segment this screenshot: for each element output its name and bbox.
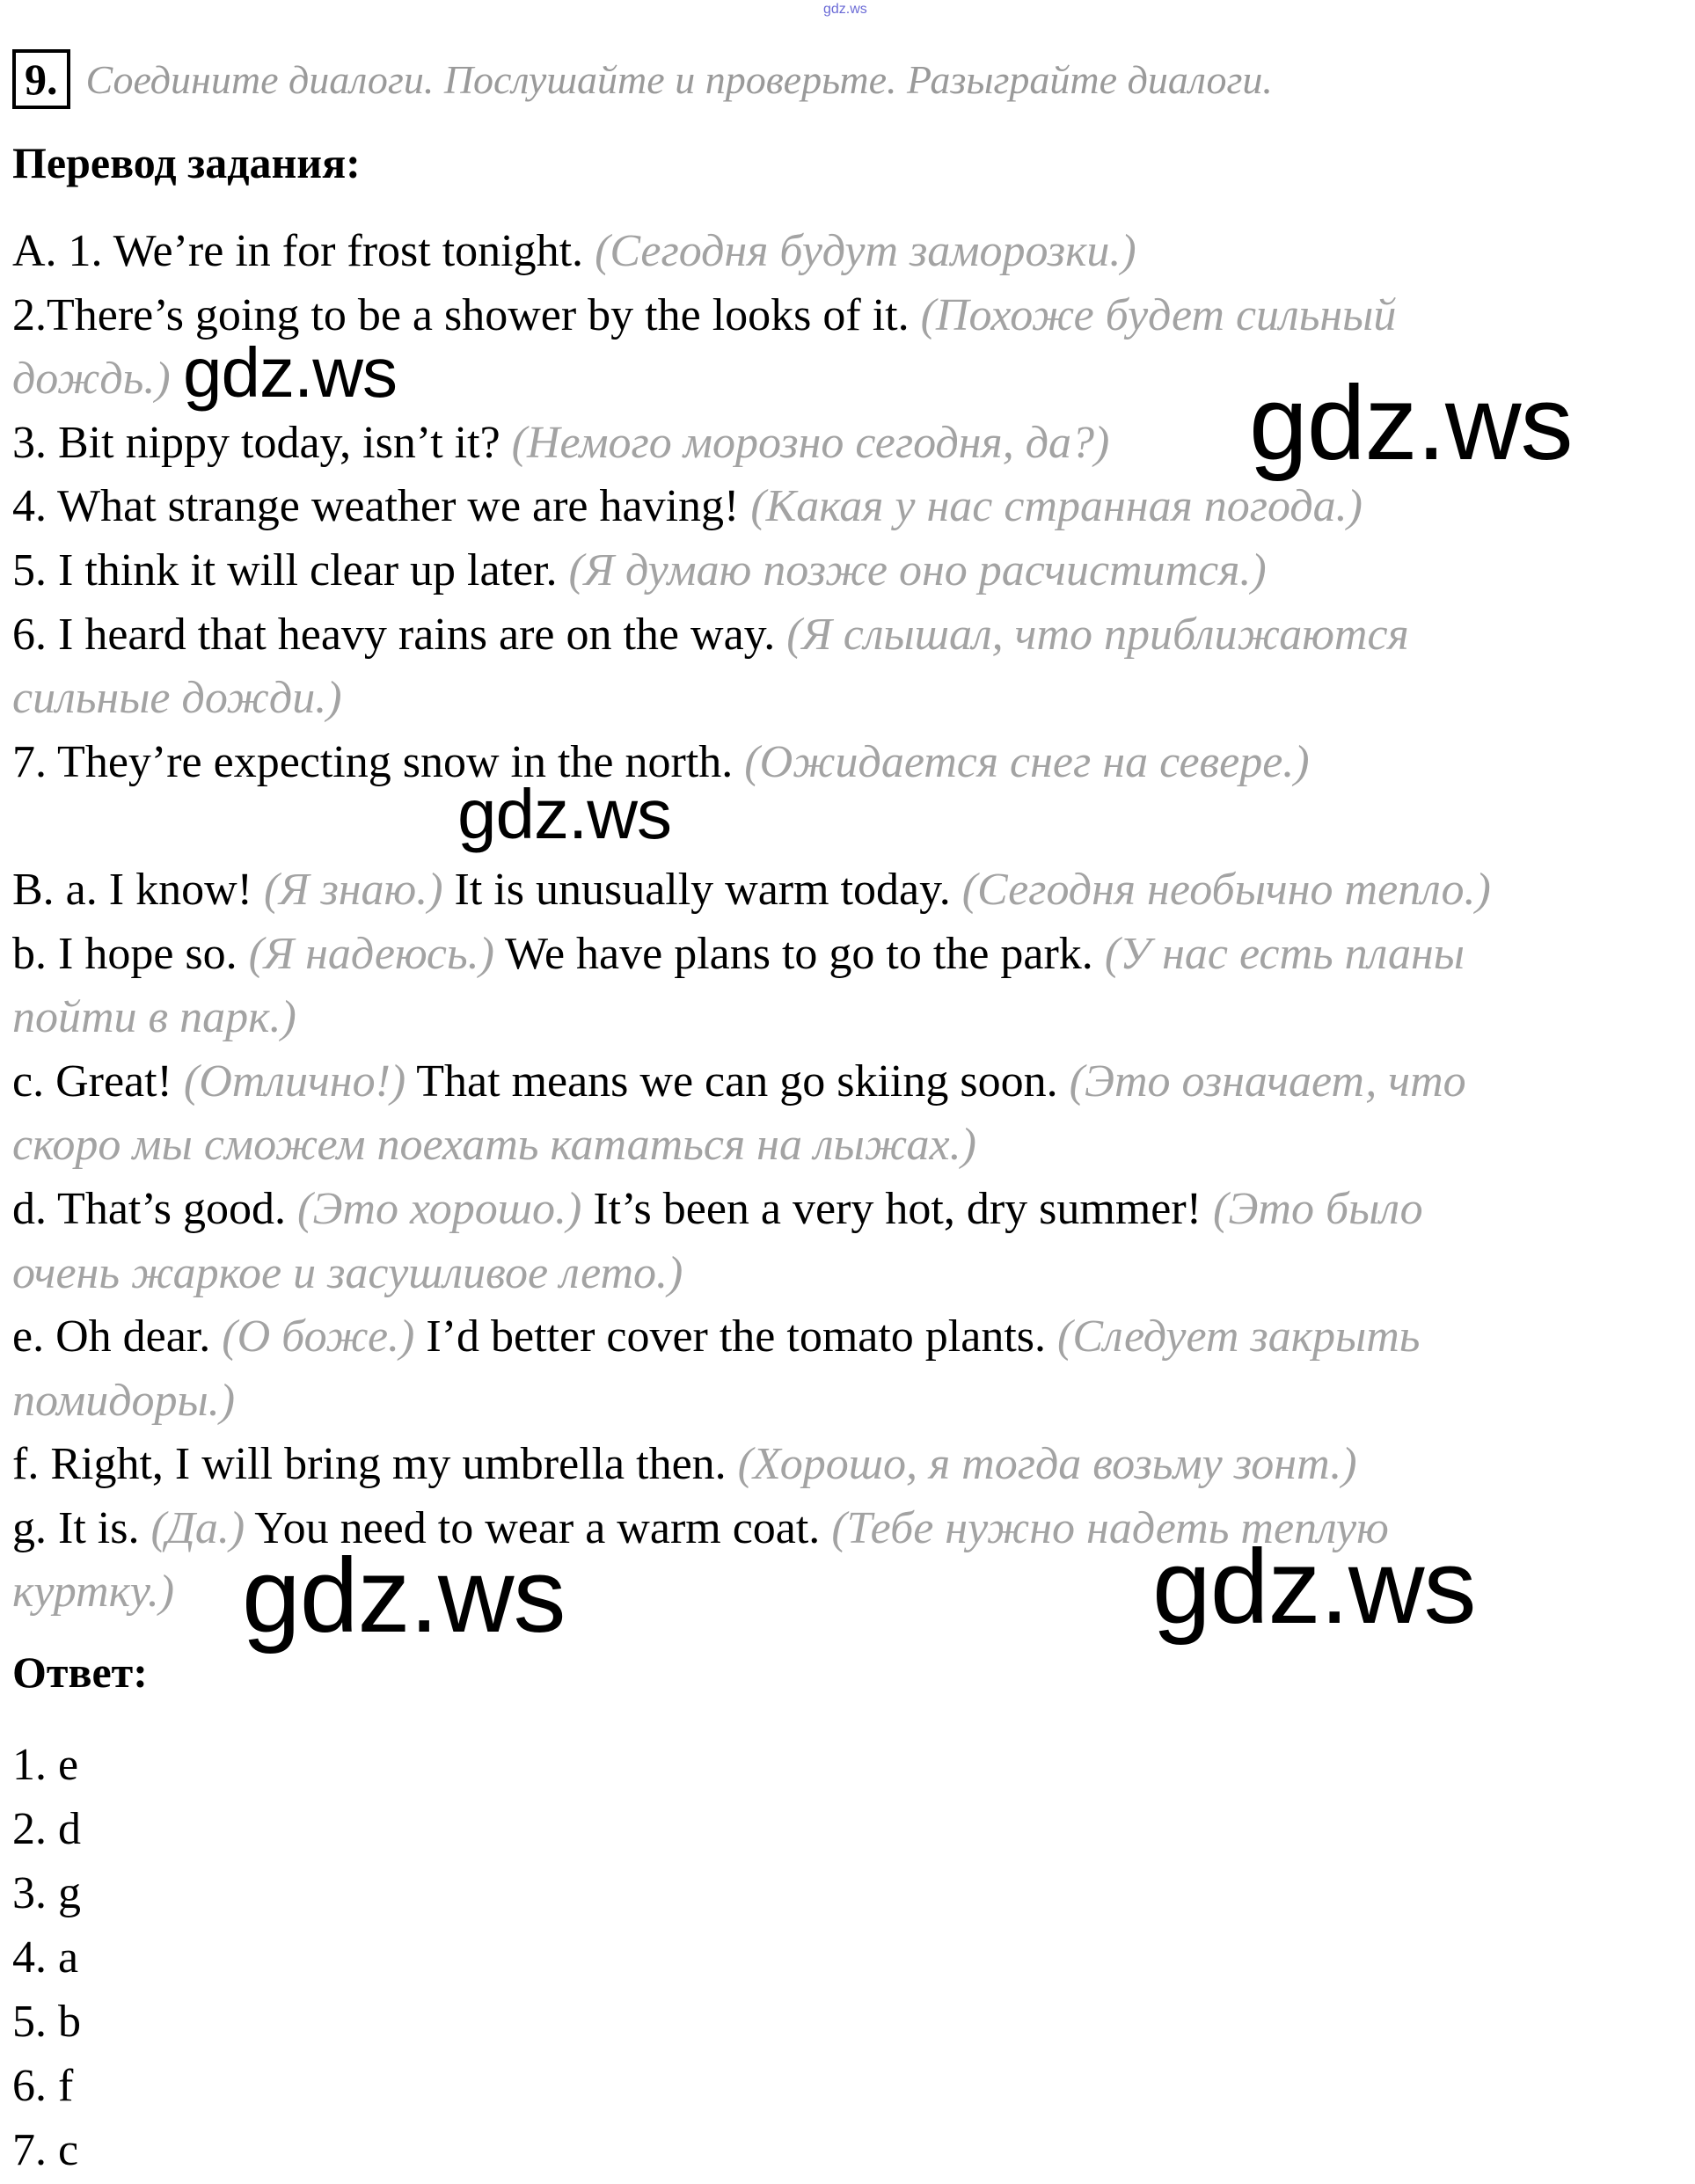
line-translation: (Я думаю позже оно расчистится.) [568, 544, 1267, 595]
line-be-cont [12, 1370, 1684, 1434]
line-translation: пойти в парк.) [12, 992, 296, 1043]
line-a1 [12, 220, 1684, 284]
line-translation: (Я надеюсь.) [248, 928, 494, 979]
line-text: e. Oh dear. [12, 1311, 223, 1362]
line-text: c. Great! [12, 1055, 184, 1107]
line-a6-cont [12, 667, 1684, 731]
line-translation: (Я знаю.) [263, 864, 443, 915]
line-bc [12, 1050, 1684, 1114]
answer-item: 1. e [12, 1740, 79, 1790]
line-bd [12, 1178, 1684, 1242]
line-text: It is unusually warm today. [442, 864, 962, 915]
line-translation: (Отлично!) [183, 1055, 406, 1107]
line-translation: (Ожидается снег на севере.) [744, 736, 1310, 787]
line-translation: (Тебе нужно надеть теплую [831, 1502, 1389, 1553]
line-text: 7. They’re expecting snow in the north. [12, 736, 745, 787]
answer-heading: Ответ: [12, 1647, 148, 1697]
line-translation: (Это было [1213, 1183, 1423, 1234]
answer-item: 2. d [12, 1804, 81, 1854]
line-text: 4. What strange weather we are having! [12, 481, 751, 532]
line-text: g. It is. [12, 1502, 151, 1553]
line-translation: (У нас есть планы [1104, 928, 1465, 979]
line-translation: (Сегодня необычно тепло.) [961, 864, 1491, 915]
line-translation: (О боже.) [222, 1311, 415, 1362]
line-text: 6. I heard that heavy rains are on the way. [12, 609, 787, 660]
line-translation: (Похоже будет сильный [920, 289, 1397, 340]
line-text: It’s been a very hot, dry summer! [581, 1183, 1214, 1234]
line-translation: очень жаркое и засушливое лето.) [12, 1247, 683, 1298]
answer-item: 4. a [12, 1932, 79, 1983]
line-translation: куртку.) [12, 1567, 175, 1618]
line-text: I’d better cover the tomato plants. [414, 1311, 1058, 1362]
translation-heading: Перевод задания: [12, 138, 361, 187]
line-text: f. Right, I will bring my umbrella then. [12, 1439, 738, 1490]
watermark: gdz.ws [1249, 364, 1573, 482]
top-watermark: gdz.ws [823, 2, 867, 17]
line-text: 5. I think it will clear up later. [12, 544, 569, 595]
line-text: You need to wear a warm coat. [245, 1502, 832, 1553]
line-bd-cont [12, 1242, 1684, 1306]
line-translation: сильные дожди.) [12, 673, 342, 724]
watermark: gdz.ws [457, 775, 671, 853]
task-instruction: Соедините диалоги. Послушайте и проверьте. Разыграйте диалоги. [85, 56, 1273, 102]
line-text: That means we can go skiing soon. [405, 1055, 1070, 1107]
line-text: d. That’s good. [12, 1183, 298, 1234]
line-bb-cont [12, 986, 1684, 1050]
watermark: gdz.ws [242, 1537, 566, 1654]
line-translation: (Да.) [150, 1502, 245, 1553]
line-ba [12, 858, 1684, 923]
line-text: We have plans to go to the park. [494, 928, 1105, 979]
line-bf [12, 1433, 1684, 1497]
line-a4 [12, 475, 1684, 539]
answer-item: 7. c [12, 2125, 79, 2175]
line-a6 [12, 603, 1684, 668]
line-bb [12, 923, 1684, 987]
line-be [12, 1305, 1684, 1370]
line-text: A. 1. We’re in for frost tonight. [12, 226, 595, 276]
line-translation: (Какая у нас странная погода.) [750, 481, 1363, 532]
line-text: B. a. I know! [12, 864, 264, 915]
line-gap [12, 794, 1684, 858]
line-translation: (Хорошо, я тогда возьму зонт.) [737, 1439, 1357, 1490]
line-text: 3. Bit nippy today, isn’t it? [12, 417, 512, 468]
line-translation: (Сегодня будут заморозки.) [595, 226, 1136, 276]
line-text: b. I hope so. [12, 928, 249, 979]
line-translation: (Немого морозно сегодня, да?) [511, 417, 1110, 468]
watermark: gdz.ws [1152, 1528, 1476, 1646]
line-translation: помидоры.) [12, 1375, 236, 1426]
line-translation: (Я слышал, что приближаются [786, 609, 1409, 660]
line-translation: (Это означает, что [1069, 1055, 1466, 1107]
watermark: gdz.ws [183, 333, 397, 412]
task-header [12, 49, 1273, 111]
answer-item: 6. f [12, 2061, 74, 2111]
line-a5 [12, 539, 1684, 603]
answer-item: 3. g [12, 1868, 81, 1918]
task-number: 9. [12, 49, 70, 109]
answer-item: 5. b [12, 1997, 81, 2047]
line-translation: (Это хорошо.) [297, 1183, 582, 1234]
line-translation: скоро мы сможем поехать кататься на лыжах.) [12, 1120, 976, 1171]
line-text: 2.There’s going to be a shower by the looks of it. [12, 289, 921, 340]
line-translation: (Следует закрыть [1057, 1311, 1421, 1362]
line-bc-cont [12, 1114, 1684, 1178]
line-a7 [12, 731, 1684, 795]
answer-list [12, 1733, 81, 2182]
line-translation: дождь.) [12, 354, 171, 405]
